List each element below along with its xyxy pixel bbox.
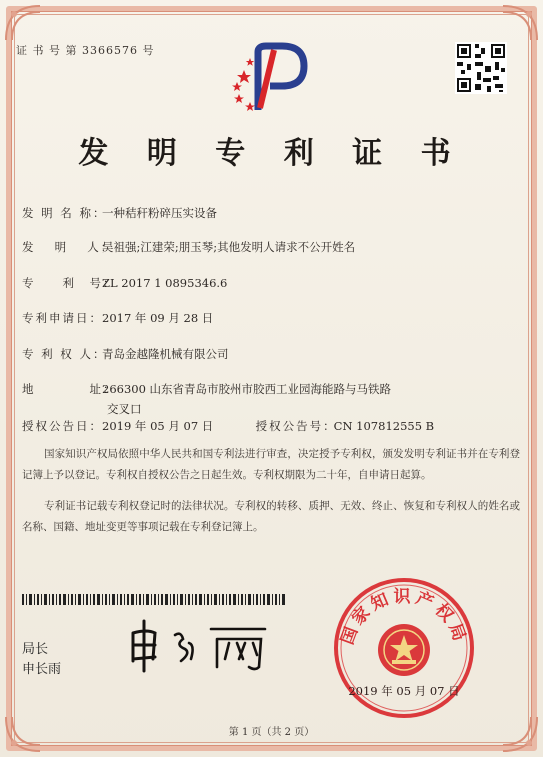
- statement-paragraph-1: 国家知识产权局依照中华人民共和国专利法进行审查，决定授予专利权，颁发发明专利证书并在专利登记簿上予以登记。专利权自授权公告之日起生效。专利权期限为二十年，自申请日起算。: [22, 448, 520, 481]
- field-inventors: [22, 239, 355, 255]
- handwritten-signature-icon: [125, 615, 280, 675]
- field-label: 授权公告日：: [22, 419, 103, 433]
- field-address-line2: 交叉口: [107, 402, 142, 416]
- patent-office-logo-icon: [230, 42, 310, 114]
- page-footer: 第 1 页（共 2 页）: [228, 727, 315, 738]
- seal-date: 2019 年 05 月 07 日: [348, 684, 460, 698]
- field-value: CN 107812555 B: [333, 419, 435, 433]
- official-seal-icon: [330, 574, 478, 722]
- field-value: 一种秸秆粉碎压实设备: [102, 206, 217, 220]
- field-value: 吴祖强;江建荣;朋玉琴;其他发明人请求不公开姓名: [102, 240, 356, 254]
- field-address: [22, 381, 391, 397]
- field-value: 2019 年 05 月 07 日: [102, 419, 214, 433]
- field-label: 专 利 号：: [22, 276, 117, 290]
- qr-code-icon[interactable]: [455, 42, 507, 94]
- field-label: 发 明 人：: [22, 240, 115, 254]
- field-invention-name: [22, 205, 217, 221]
- statement-paragraph-2: 专利证书记载专利权登记时的法律状况。专利权的转移、质押、无效、终止、恢复和专利权人的姓名或名称、国籍、地址变更等事项记载在专利登记簿上。: [22, 500, 520, 533]
- corner-ornament-icon: [2, 2, 44, 44]
- field-patent-number: [22, 275, 227, 291]
- certificate-title: 发 明 专 利 证 书: [78, 136, 465, 171]
- field-label: 发 明 名 称：: [22, 206, 107, 220]
- barcode-icon: [22, 594, 287, 605]
- field-label: 地 址：: [22, 382, 117, 396]
- corner-ornament-icon: [499, 2, 541, 44]
- field-value: ZL 2017 1 0895346.6: [102, 276, 228, 290]
- field-value: 2017 年 09 月 28 日: [102, 311, 214, 325]
- field-label: 专利申请日：: [22, 311, 103, 325]
- field-label: 专 利 权 人：: [22, 347, 107, 361]
- certificate-number: 证 书 号 第 3366576 号: [16, 44, 155, 57]
- signatory-name: 申长雨: [22, 662, 62, 677]
- field-grant-date: [22, 418, 434, 434]
- signatory-title: 局长: [22, 642, 49, 657]
- field-label: 授权公告号：: [255, 419, 337, 433]
- field-filing-date: [22, 310, 213, 326]
- seal-text: 国家知识产权局: [337, 587, 471, 648]
- field-value: 266300 山东省青岛市胶州市胶西工业园海能路与马铁路: [102, 382, 392, 396]
- field-patentee: [22, 346, 229, 362]
- field-value: 青岛金越隆机械有限公司: [102, 347, 229, 361]
